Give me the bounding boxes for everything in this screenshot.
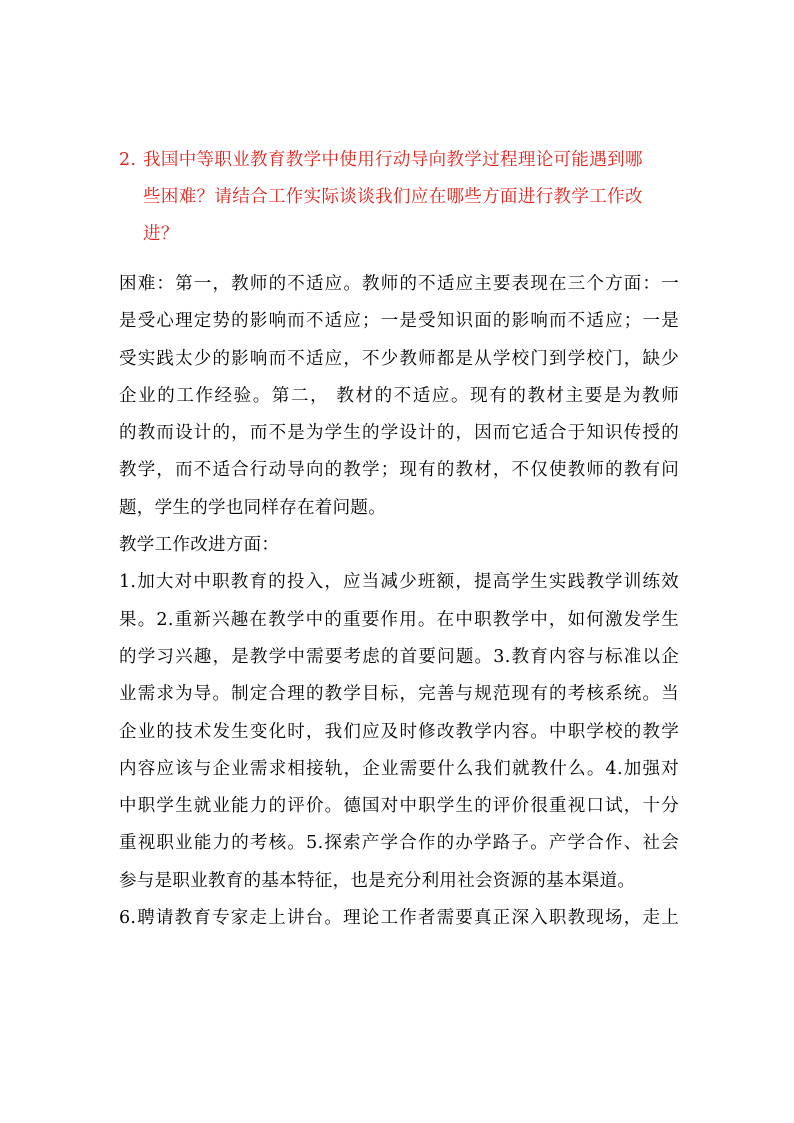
improvement-line: 6.聘请教育专家走上讲台。理论工作者需要真正深入职教现场，走上 [119,908,679,929]
answer-body [119,266,679,937]
improvement-line: 重视职业能力的考核。5.探索产学合作的办学路子。产学合作、社会 [119,833,679,854]
difficulty-line: 题，学生的学也同样存在着问题。 [119,497,386,518]
improvement-line: 的学习兴趣，是教学中需要考虑的首要问题。3.教育内容与标准以企 [119,646,679,667]
difficulty-line: 受实践太少的影响而不适应，不少教师都是从学校门到学校门，缺少 [119,348,679,369]
question-block [119,142,679,253]
question-text: 我国中等职业教育教学中使用行动导向教学过程理论可能遇到哪 [143,150,643,170]
improvement-line: 果。2.重新兴趣在教学中的重要作用。在中职教学中，如何激发学生 [119,609,679,630]
difficulty-line: 的教而设计的，而不是为学生的学设计的，因而它适合于知识传授的 [119,423,679,444]
improvement-line: 企业的技术发生变化时，我们应及时修改教学内容。中职学校的教学 [119,721,679,742]
difficulty-line: 企业的工作经验。第二， 教材的不适应。现有的教材主要是为教师 [119,385,679,406]
improvement-line: 中职学生就业能力的评价。德国对中职学生的评价很重视口试，十分 [119,796,679,817]
difficulty-line: 教学，而不适合行动导向的教学；现有的教材，不仅使教师的教有问 [119,460,679,481]
question-number: 2. [119,150,137,170]
improvement-line: 业需求为导。制定合理的教学目标，完善与规范现有的考核系统。当 [119,684,679,705]
question-line: 些困难？请结合工作实际谈谈我们应在哪些方面进行教学工作改 [143,187,643,207]
difficulty-line: 困难：第一，教师的不适应。教师的不适应主要表现在三个方面：一 [119,274,679,294]
improvement-line: 内容应该与企业需求相接轨，企业需要什么我们就教什么。4.加强对 [119,758,679,779]
difficulty-line: 是受心理定势的影响而不适应；一是受知识面的影响而不适应；一是 [119,311,679,332]
question-line: 进？ [143,224,179,244]
improvement-heading: 教学工作改进方面： [119,535,280,556]
improvement-line: 1.加大对中职教育的投入，应当减少班额，提高学生实践教学训练效 [119,572,679,593]
question-line [119,142,679,179]
improvement-line: 参与是职业教育的基本特征，也是充分利用社会资源的基本渠道。 [119,870,636,891]
